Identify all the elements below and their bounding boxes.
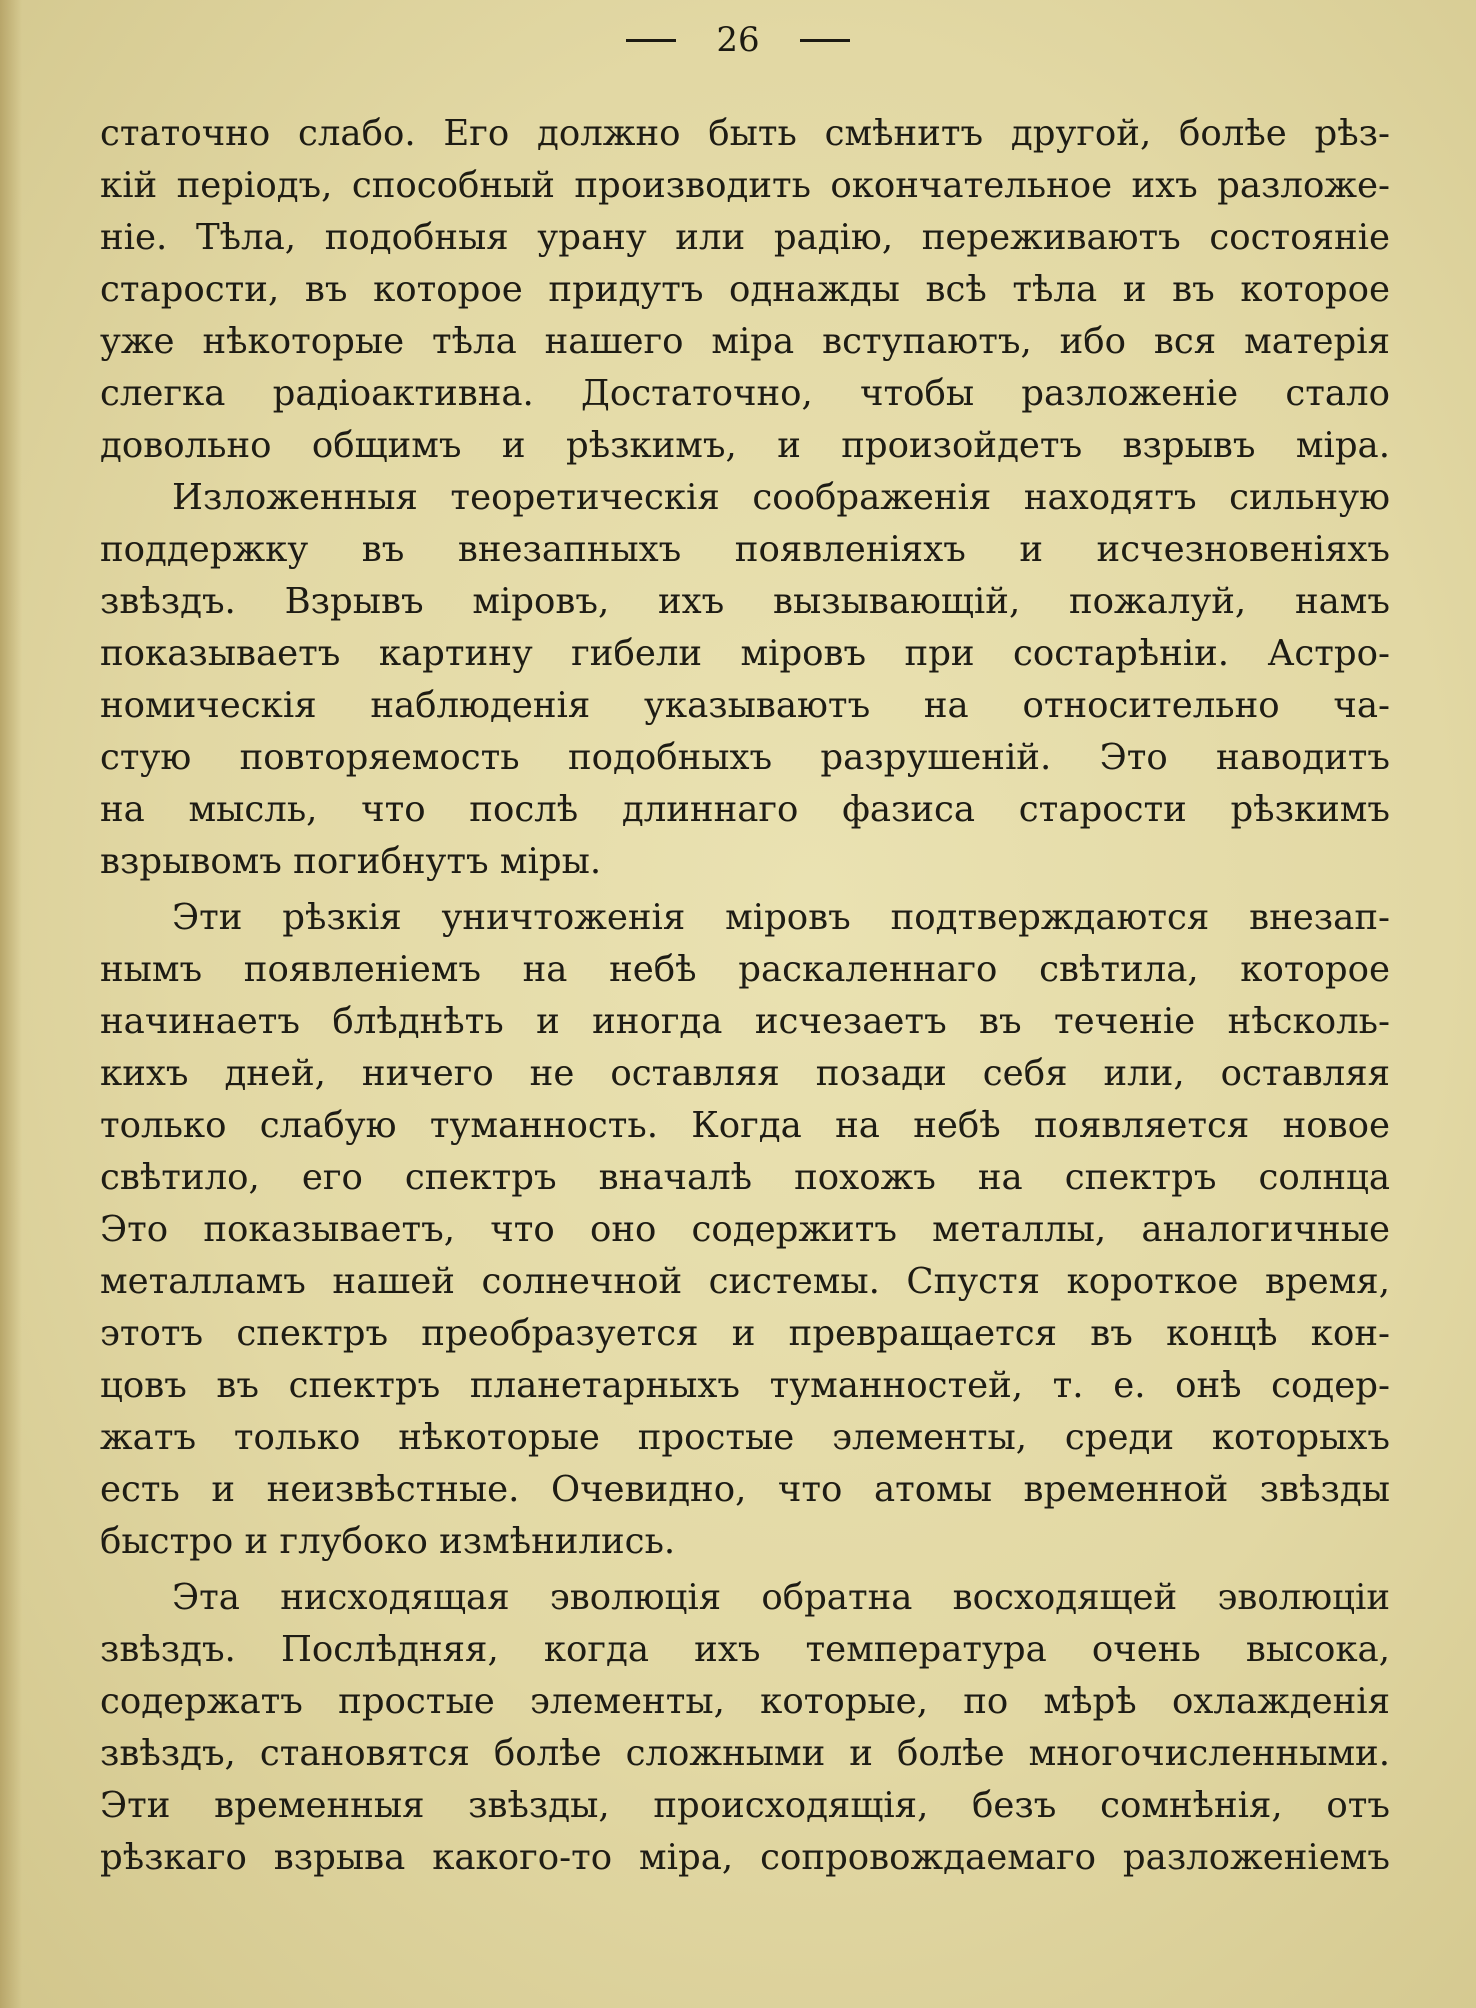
paragraph	[100, 1572, 1390, 1884]
text-line: показываетъ картину гибели міровъ при состарѣніи. Астро-	[100, 633, 1390, 674]
page-header	[0, 8, 1476, 72]
text-line: звѣздъ, становятся болѣе сложными и болѣе многочисленными.	[100, 1733, 1390, 1774]
text-line: жатъ только нѣкоторые простые элементы, среди которыхъ	[100, 1417, 1390, 1458]
text-line: звѣздъ. Послѣдняя, когда ихъ температура очень высока,	[100, 1629, 1390, 1670]
text-line: начинаетъ блѣднѣть и иногда исчезаетъ въ теченіе нѣсколь-	[100, 1001, 1390, 1042]
text-line: довольно общимъ и рѣзкимъ, и произойдетъ взрывъ міра.	[100, 425, 1390, 466]
text-line: содержатъ простые элементы, которые, по мѣрѣ охлажденія	[100, 1681, 1390, 1722]
text-line: цовъ въ спектръ планетарныхъ туманностей, т. е. онѣ содер-	[100, 1365, 1390, 1406]
text-line: стую повторяемость подобныхъ разрушеній. Это наводитъ	[100, 737, 1390, 778]
text-line: на мысль, что послѣ длиннаго фазиса старости рѣзкимъ	[100, 789, 1390, 830]
text-line: быстро и глубоко измѣнились.	[100, 1521, 676, 1562]
body-text	[100, 108, 1390, 1884]
text-line: уже нѣкоторые тѣла нашего міра вступаютъ, ибо вся матерія	[100, 321, 1390, 362]
text-line: ніе. Тѣла, подобныя урану или радію, переживаютъ состояніе	[100, 217, 1390, 258]
header-dash-left	[626, 39, 676, 42]
text-line: старости, въ которое придутъ однажды всѣ тѣла и въ которое	[100, 269, 1390, 310]
text-line: поддержку въ внезапныхъ появленіяхъ и исчезновеніяхъ	[100, 529, 1390, 570]
text-line: рѣзкаго взрыва какого-то міра, сопровождаемаго разложеніемъ	[100, 1837, 1390, 1878]
text-line: Это показываетъ, что оно содержитъ металлы, аналогичные	[100, 1209, 1390, 1250]
text-line: есть и неизвѣстные. Очевидно, что атомы временной звѣзды	[100, 1469, 1390, 1510]
text-line: металламъ нашей солнечной системы. Спустя короткое время,	[100, 1261, 1390, 1302]
text-line: только слабую туманность. Когда на небѣ появляется новое	[100, 1105, 1390, 1146]
paragraph	[100, 892, 1390, 1568]
text-line: Изложенныя теоретическія соображенія находятъ сильную	[172, 477, 1390, 518]
text-line: номическія наблюденія указываютъ на относительно ча-	[100, 685, 1390, 726]
text-line: свѣтило, его спектръ вначалѣ похожъ на спектръ солнца	[100, 1157, 1390, 1198]
text-line: слегка радіоактивна. Достаточно, чтобы разложеніе стало	[100, 373, 1390, 414]
text-line: Эти рѣзкія уничтоженія міровъ подтверждаются внезап-	[172, 897, 1390, 938]
text-line: Эти временныя звѣзды, происходящія, безъ сомнѣнія, отъ	[100, 1785, 1390, 1826]
page-edge-shadow	[0, 0, 22, 2008]
text-line: взрывомъ погибнутъ міры.	[100, 841, 602, 882]
header-dash-right	[800, 39, 850, 42]
text-line: звѣздъ. Взрывъ міровъ, ихъ вызывающій, пожалуй, намъ	[100, 581, 1390, 622]
page-number: 26	[716, 20, 760, 60]
text-line: этотъ спектръ преобразуется и превращается въ концѣ кон-	[100, 1313, 1390, 1354]
text-line: кихъ дней, ничего не оставляя позади себя или, оставляя	[100, 1053, 1390, 1094]
text-line: нымъ появленіемъ на небѣ раскаленнаго свѣтила, которое	[100, 949, 1390, 990]
text-line: статочно слабо. Его должно быть смѣнитъ другой, болѣе рѣз-	[100, 113, 1390, 154]
paragraph	[100, 108, 1390, 472]
text-line: кій періодъ, способный производить окончательное ихъ разложе-	[100, 165, 1390, 206]
paragraph	[100, 472, 1390, 888]
text-line: Эта нисходящая эволюція обратна восходящей эволюціи	[172, 1577, 1390, 1618]
